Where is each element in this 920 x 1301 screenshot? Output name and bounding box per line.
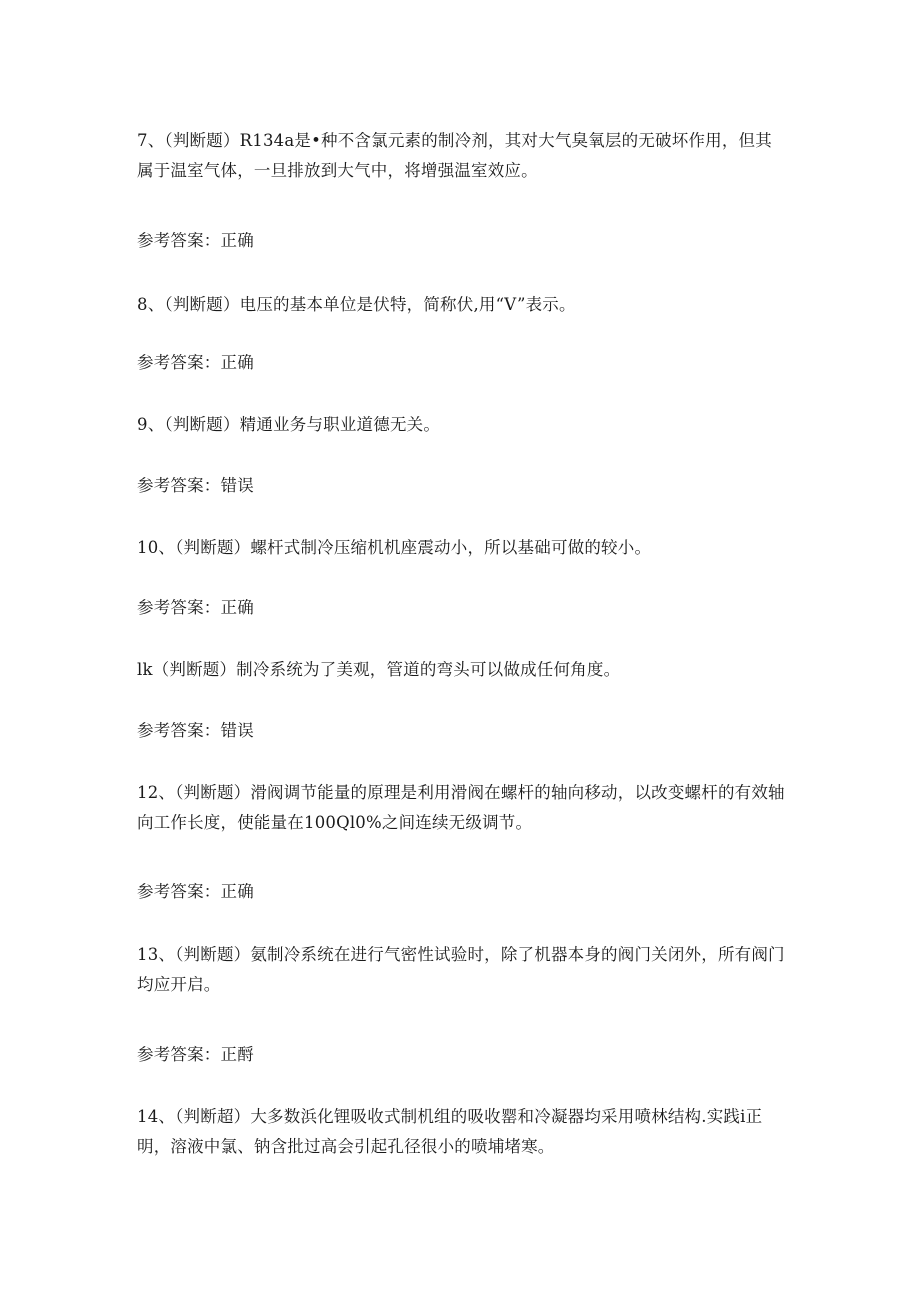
- question-10: 10、（判断题）螺杆式制冷压缩机机座震动小，所以基础可做的较小。: [137, 538, 652, 557]
- answer-10: 参考答案：正确: [137, 598, 254, 617]
- question-12: 12、（判断题）滑阀调节能量的原理是利用滑阀在螺杆的轴向移动，以改变螺杆的有效轴向工作长度，使能量在100Ql0%之间连续无级调节。: [137, 783, 785, 832]
- answer-7: 参考答案：正确: [137, 231, 254, 250]
- question-13: 13、（判断题）氨制冷系统在进行气密性试验时，除了机器本身的阀门关闭外，所有阀门均应开启。: [137, 945, 785, 994]
- answer-12: 参考答案：正确: [137, 882, 254, 901]
- answer-13: 参考答案：正酹: [137, 1045, 254, 1064]
- answer-11: 参考答案：错误: [137, 721, 254, 740]
- question-8: 8、（判断题）电压的基本单位是伏特，简称伏,用“V”表示。: [137, 295, 576, 314]
- question-7: 7、（判断题）R134a是•种不含氯元素的制冷剂，其对大气臭氧层的无破坏作用，但其属于温室气体，一旦排放到大气中，将增强温室效应。: [137, 131, 772, 180]
- question-11: lk（判断题）制冷系统为了美观，管道的弯头可以做成任何角度。: [137, 660, 621, 679]
- answer-8: 参考答案：正确: [137, 353, 254, 372]
- answer-9: 参考答案：错误: [137, 476, 254, 495]
- question-9: 9、（判断题）精通业务与职业道德无关。: [137, 415, 441, 434]
- question-14: 14、（判断超）大多数浜化锂吸收式制机组的吸收罂和冷凝器均采用喷林结构.实践i正明，溶液中氯、钠含批过高会引起孔径很小的喷埔堵寒。: [137, 1107, 763, 1156]
